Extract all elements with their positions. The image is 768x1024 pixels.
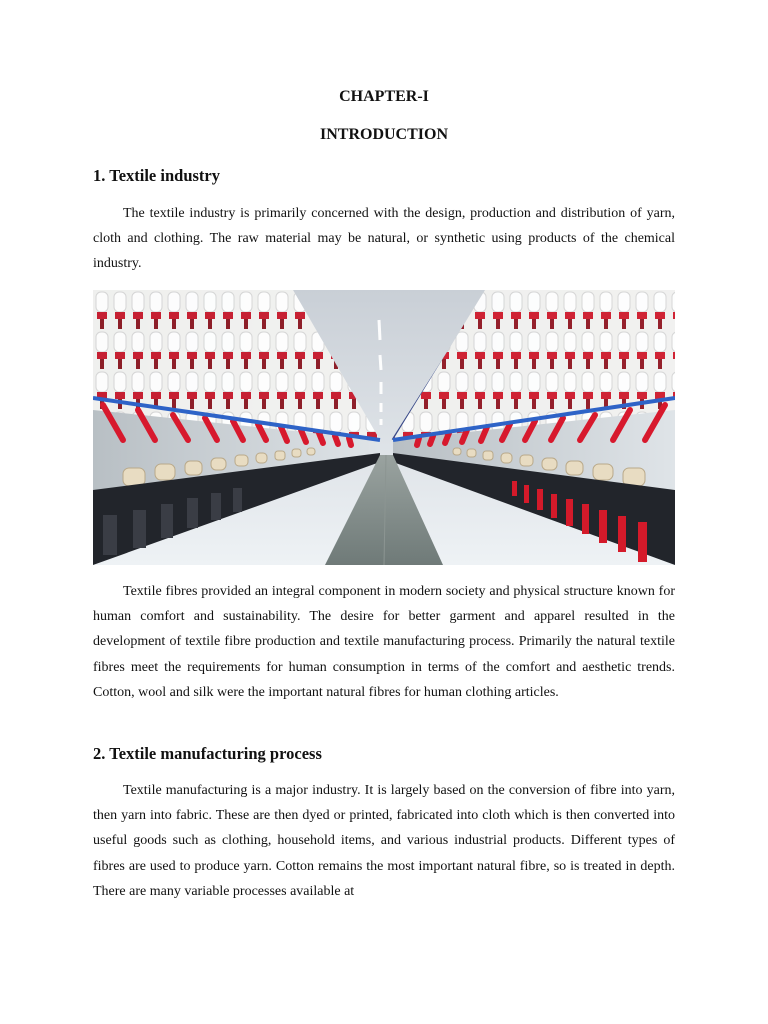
section-heading-textile-industry: 1. Textile industry (93, 166, 220, 185)
chapter-label: CHAPTER-I (339, 88, 429, 105)
paragraph-textile-fibres: Textile fibres provided an integral component in modern society and physical structure known for human comfort and sustainability. The desire for better garment and apparel resulted in the development of textile fibre production and textile manufacturing process. Primarily the natural textile fibres meet the requirements for human consumption in terms of the comfort and aesthetic trends. Cotton, wool and silk were the important natural fibres for human clothing articles. (93, 584, 675, 700)
paragraph-textile-industry-intro: The textile industry is primarily concerned with the design, production and distribution of yarn, cloth and clothing. The raw material may be natural, or synthetic using products of the chemical industry. (93, 206, 675, 272)
spinning-mill-photo (93, 290, 675, 565)
section-heading-manufacturing-process: 2. Textile manufacturing process (93, 744, 322, 763)
paragraph-manufacturing-process: Textile manufacturing is a major industry. It is largely based on the conversion of fibre into yarn, then yarn into fabric. These are then dyed or printed, fabricated into cloth which is then converted into useful goods such as clothing, household items, and various industrial products. Different types of fibres are used to produce yarn. Cotton remains the most important natural fibre, so is treated in depth. There are many variable processes available at (93, 783, 675, 899)
chapter-title: INTRODUCTION (319, 126, 448, 143)
